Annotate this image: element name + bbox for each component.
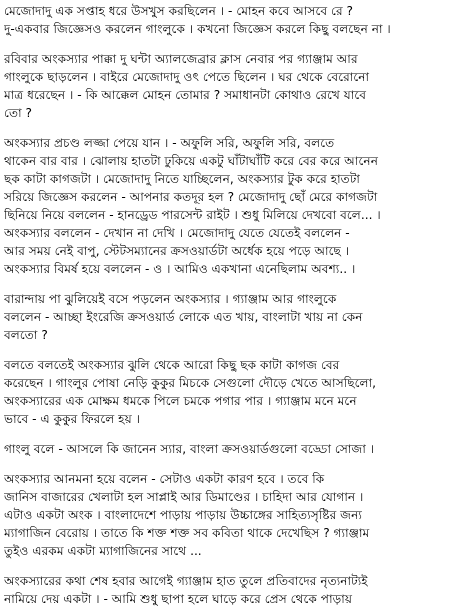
text-line: ছিনিয়ে নিয়ে বললেন - হানড্রেড পারসেন্ট রাইট । শুধু মিলিয়ে দেখবো বলে... ।	[4, 208, 381, 222]
paragraph-3	[4, 134, 452, 278]
paragraph-1	[4, 2, 452, 38]
text-line: তো ?	[4, 106, 32, 120]
text-line: তুইও এরকম একটা ম্যাগাজিনের সাথে ...	[4, 544, 202, 558]
text-line: এটাও একটা অংক । বাংলাদেশে পাড়ায় পাড়ায় উচ্চাঙ্গের সাহিত্যসৃষ্টির জন্য	[4, 508, 362, 522]
text-line: ছক কাটা কাগজটা । মেজোদাদু নিতে যাচ্ছিলেন, অংকস্যার টুক করে হাতটা	[4, 172, 360, 186]
text-line: মেজোদাদু এক সপ্তাহ ধরে উসখুস করছিলেন । - মোহন কবে আসবে রে ?	[4, 4, 354, 18]
text-line: অংকস্যারের এক মোক্ষম ধমকে পিলে চমকে পগার পার । গ্যাঞ্জাম মনে মনে	[4, 394, 357, 408]
text-line: আর সময় নেই বাপু, স্টেটসম্যানের ক্রসওয়ার্ডটা অর্ধেক হয়ে পড়ে আছে ।	[4, 244, 350, 258]
text-line: বলতো ?	[4, 328, 48, 342]
paragraph-4	[4, 290, 452, 344]
text-line: নামিয়ে দেয় একটা । - আমি শুধু ছাপা হলে ঘাড়ে করে প্রেস থেকে পাড়ায়	[4, 592, 353, 606]
text-line: ভাবে - এ কুকুর ফিরলে হয় ।	[4, 412, 140, 426]
text-line: রবিবার অংকস্যার পাক্কা দু ঘন্টা অ্যালজেব্রার ক্লাস নেবার পর গ্যাঞ্জাম আর	[4, 52, 358, 66]
text-line: করেছেন । গাংলুর পোষা নেড়ি কুকুর মিচকে সেগুলো দৌড়ে খেতে আসছিলো,	[4, 376, 377, 390]
text-line: বললেন - আচ্ছা ইংরেজি ক্রসওয়ার্ড লোকে এত খায়, বাংলাটা খায় না কেন	[4, 310, 363, 324]
text-line: মাত্র ধরেছেন । - কি আক্কেল মোহন তোমার ? সমাধানটা কোথাও রেখে যাবে	[4, 88, 367, 102]
text-line: বারান্দায় পা ঝুলিয়েই বসে পড়লেন অংকস্যার । গ্যাঞ্জাম আর গাংলুকে	[4, 292, 337, 306]
paragraph-6	[4, 440, 452, 458]
paragraph-2	[4, 50, 452, 122]
paragraph-5	[4, 356, 452, 428]
text-line: অংকস্যারের কথা শেষ হবার আগেই গ্যাঞ্জাম হাত তুলে প্রতিবাদের নৃত্যনাট্যই	[4, 574, 368, 588]
text-line: গাংলুকে ছাড়লেন । বাইরে মেজোদাদু ওৎ পেতে ছিলেন । ঘর থেকে বেরোনো	[4, 70, 370, 84]
text-line: ম্যাগাজিন বেরোয় । তাতে কি শক্ত শক্ত সব কবিতা থাকে দেখেছিস ? গ্যাঞ্জাম	[4, 526, 370, 540]
text-line: দু-একবার জিজ্ঞেসও করলেন গাংলুকে । কখনো জিজ্ঞেস করলে কিছু বলছেন না ।	[4, 22, 391, 36]
text-line: সরিয়ে জিজ্ঞেস করলেন - আপনার কতদূর হল ? মেজোদাদু ছোঁ মেরে কাগজটা	[4, 190, 378, 204]
text-line: বলতে বলতেই অংকস্যার ঝুলি থেকে আরো কিছু ছক কাটা কাগজ বের	[4, 358, 340, 372]
text-line: অংকস্যার বিমর্ষ হয়ে বললেন - ও । আমিও একখানা এনেছিলাম অবশ্য.. ।	[4, 262, 356, 276]
paragraph-8	[4, 572, 452, 608]
text-line: অংকস্যার আনমনা হয়ে বলেন - সেটাও একটা কারণ হবে । তবে কি	[4, 472, 325, 486]
text-line: জানিস বাজারের খেলাটা হল সাপ্লাই আর ডিমাণ্ডের । চাহিদা আর যোগান ।	[4, 490, 364, 504]
paragraph-7	[4, 470, 452, 560]
text-line: অংকস্যার প্রচণ্ড লজ্জা পেয়ে যান । - অফুলি সরি, অফুলি সরি, বলতে	[4, 136, 335, 150]
text-line: থাকেন বার বার । ঝোলায় হাতটা ঢুকিয়ে একটু ঘাঁটাঘাঁটি করে বের করে আনেন	[4, 154, 378, 168]
text-line: অংকস্যার বললেন - দেখান না দেখি । মেজোদাদু যেতে যেতেই বললেন -	[4, 226, 350, 240]
text-line: গাংলু বলে - আসলে কি জানেন স্যার, বাংলা ক্রসওয়ার্ডগুলো বড্ডো সোজা ।	[4, 442, 375, 456]
